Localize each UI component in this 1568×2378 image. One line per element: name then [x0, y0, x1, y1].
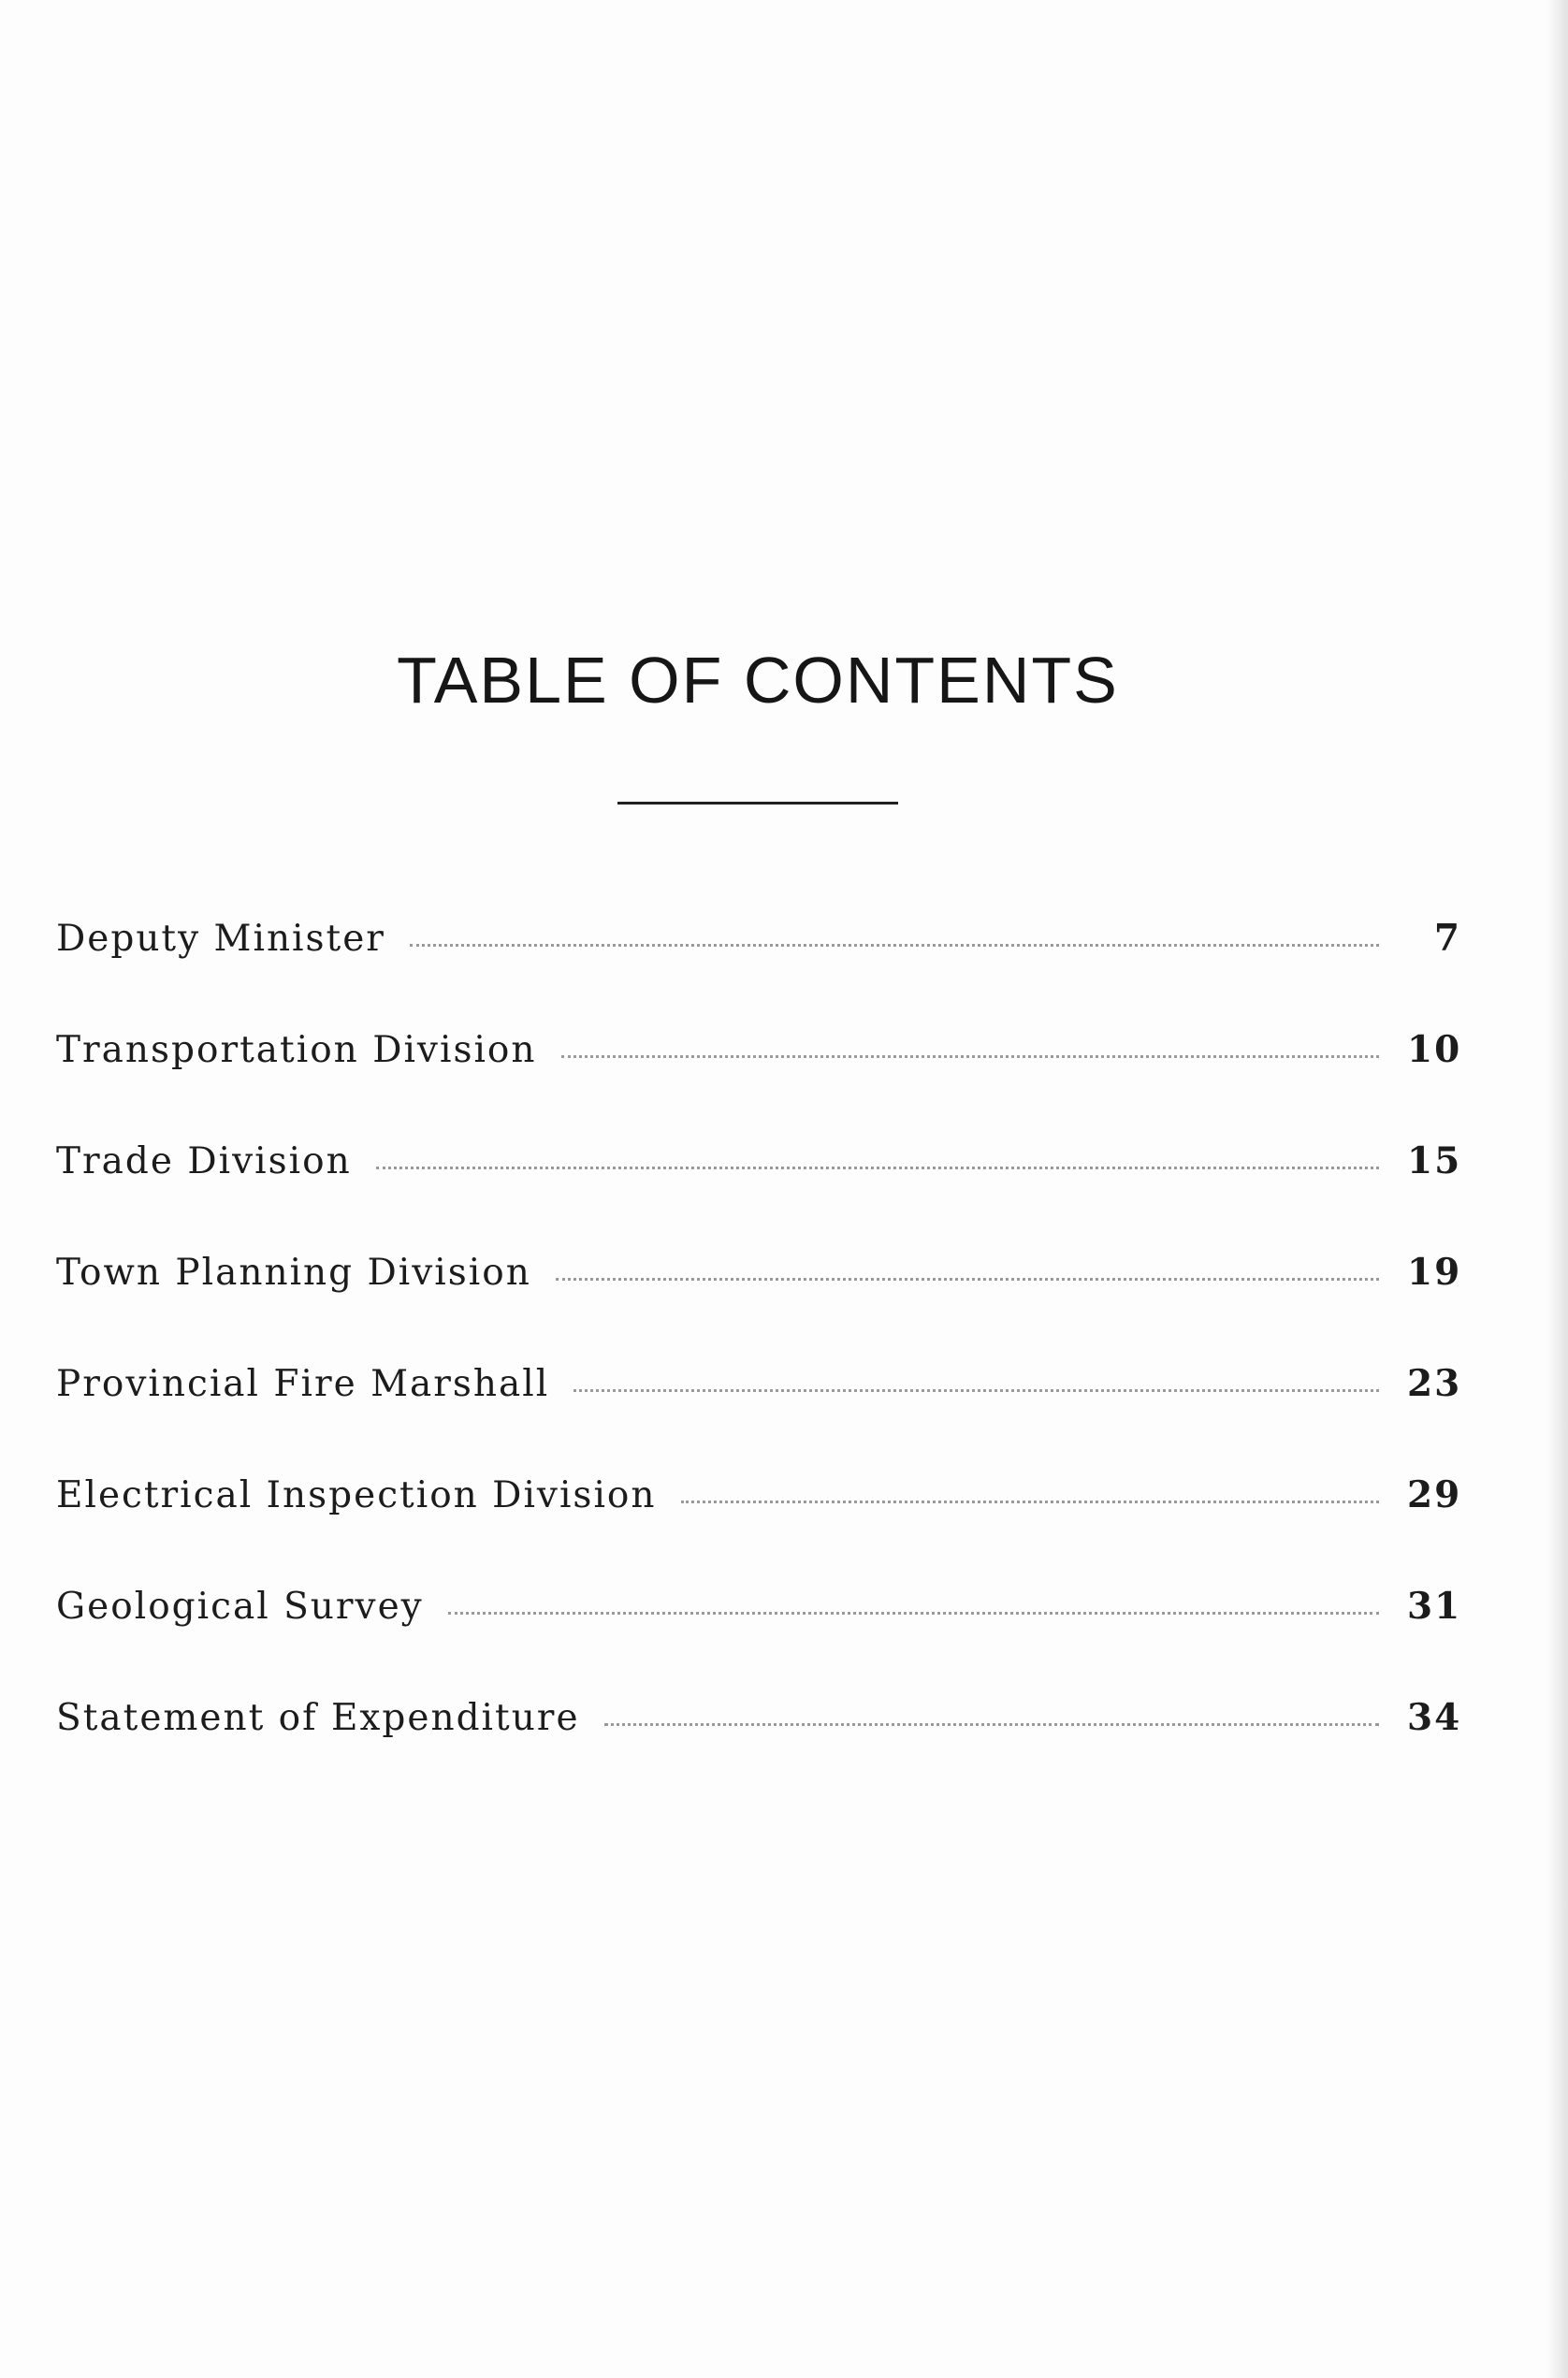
toc-entry-page-number: 19 [1407, 1251, 1462, 1294]
toc-entry-geological-survey [56, 1585, 1461, 1696]
toc-entry-label: Trade Division [56, 1140, 352, 1182]
toc-entry-page-number: 29 [1407, 1473, 1462, 1516]
dot-leader [573, 1389, 1379, 1392]
page-edge-shadow [1547, 0, 1568, 2378]
toc-entry-page-number: 7 [1433, 917, 1461, 960]
toc-entry-page-number: 15 [1407, 1139, 1462, 1182]
dot-leader [448, 1612, 1379, 1615]
dot-leader [376, 1167, 1379, 1169]
dot-leader [681, 1501, 1379, 1503]
toc-entry-statement-of-expenditure [56, 1696, 1461, 1807]
dot-leader [556, 1278, 1379, 1281]
toc-entry-label: Town Planning Division [56, 1252, 531, 1294]
toc-entry-town-planning-division [56, 1251, 1461, 1362]
toc-entry-page-number: 23 [1407, 1362, 1462, 1405]
toc-entry-label: Geological Survey [56, 1586, 424, 1628]
toc-entry-trade-division [56, 1139, 1461, 1251]
toc-entry-provincial-fire-marshall [56, 1362, 1461, 1473]
toc-entry-electrical-inspection-division [56, 1473, 1461, 1585]
toc-entry-label: Provincial Fire Marshall [56, 1363, 550, 1405]
dot-leader [604, 1723, 1379, 1726]
toc-entry-page-number: 34 [1407, 1696, 1462, 1739]
toc-entry-deputy-minister [56, 917, 1461, 1028]
toc-entry-label: Statement of Expenditure [56, 1697, 580, 1739]
toc-entry-label: Transportation Division [56, 1029, 537, 1071]
table-of-contents [56, 917, 1461, 1807]
toc-entry-label: Deputy Minister [56, 918, 385, 960]
page-title: TABLE OF CONTENTS [397, 643, 1119, 717]
dot-leader [561, 1055, 1379, 1058]
toc-entry-page-number: 10 [1407, 1028, 1462, 1071]
dot-leader [410, 944, 1379, 947]
title-divider [617, 802, 898, 805]
toc-entry-label: Electrical Inspection Division [56, 1474, 657, 1516]
toc-entry-transportation-division [56, 1028, 1461, 1139]
toc-entry-page-number: 31 [1407, 1585, 1462, 1628]
